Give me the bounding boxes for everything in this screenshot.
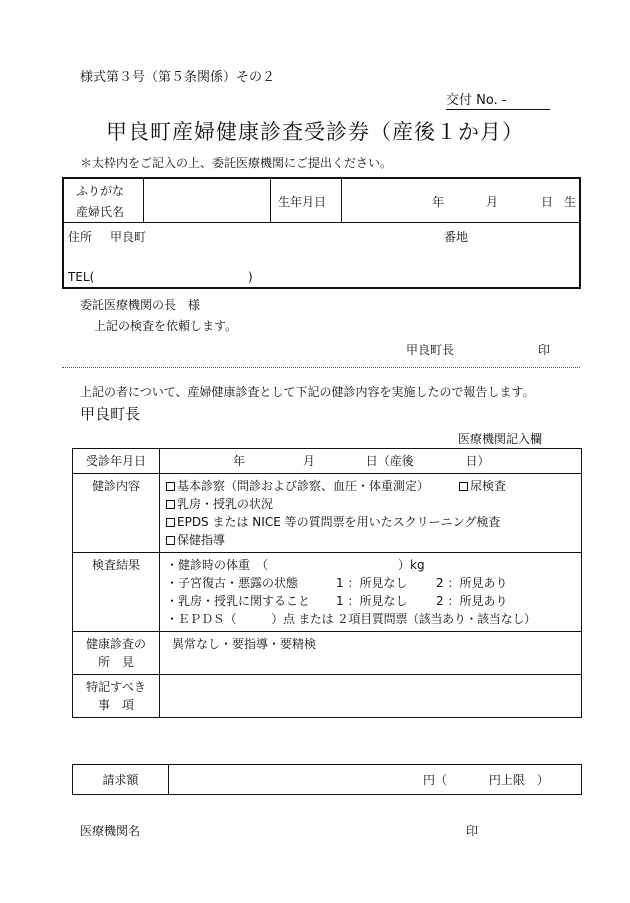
checkbox[interactable]	[166, 500, 175, 509]
dob-label: 生年月日	[278, 195, 327, 209]
table-row	[73, 449, 582, 474]
report-mayor: 甲良町長	[80, 405, 141, 423]
checkbox[interactable]	[166, 482, 175, 491]
table-row	[73, 632, 582, 675]
medical-fill-label: 医療機関記入欄	[458, 432, 543, 446]
divider	[270, 179, 271, 222]
content-cell: 基本診察（問診および診察、血圧・体重測定） 尿検査 乳房・授乳の状況 EPDS または NICE 等の質問票を用いたスクリーニング検査 保健指導	[160, 474, 582, 553]
table-row	[73, 765, 582, 795]
claim-table	[72, 764, 582, 795]
result-cell: ・健診時の体重 （ ）kg ・子宮復古・悪露の状態 1 ：所見なし 2 ：所見あり ・乳房・授乳に関すること 1 ：所見なし 2 ：所見あり ・ＥＰＤＳ（ ）点 または ２項目質問票（該当あり・該当なし）	[160, 553, 582, 632]
checkbox[interactable]	[459, 482, 468, 491]
address-banchi: 番地	[444, 230, 469, 244]
request-mayor: 甲良町長	[406, 343, 455, 357]
form-code: 様式第３号（第５条関係）その２	[80, 70, 276, 85]
dob-year: 年	[432, 195, 445, 209]
institution-seal: 印	[466, 824, 479, 838]
dob-born: 生	[564, 195, 577, 209]
request-seal: 印	[538, 343, 551, 357]
tel-close: )	[248, 270, 253, 284]
tel-label: TEL(	[68, 270, 95, 284]
claim-amount-field[interactable]: 円（ 円上限 ）	[169, 765, 582, 795]
page-title: 甲良町産婦健康診査受診券（産後１か月）	[106, 120, 524, 144]
special-label: 特記すべき 事 項	[73, 675, 160, 718]
special-cell[interactable]	[160, 675, 582, 718]
table-row	[73, 553, 582, 632]
dob-day: 日	[541, 195, 554, 209]
date-label: 受診年月日	[73, 449, 160, 474]
furigana-label: ふりがな	[76, 184, 125, 198]
date-field[interactable]: 年 月 日（産後 日）	[160, 449, 582, 474]
report-text: 上記の者について、産婦健康診査として下記の健診内容を実施したので報告します。	[80, 385, 535, 399]
divider	[341, 179, 342, 222]
institution-label: 医療機関名	[80, 824, 141, 838]
dob-month: 月	[486, 195, 499, 209]
request-addressee: 委託医療機関の長 様	[80, 298, 201, 312]
issue-number: 交付 No. -	[446, 89, 550, 110]
name-field[interactable]	[144, 179, 270, 222]
claim-label: 請求額	[73, 765, 169, 795]
table-row	[73, 474, 582, 553]
tel-field[interactable]	[104, 267, 244, 285]
cut-line	[62, 367, 580, 368]
request-text: 上記の検査を依頼します。	[94, 319, 238, 333]
checkbox[interactable]	[166, 518, 175, 527]
address-field[interactable]	[164, 225, 434, 245]
divider	[64, 222, 579, 223]
applicant-box	[62, 177, 581, 289]
table-row	[73, 675, 582, 718]
address-town: 甲良町	[110, 230, 147, 244]
findings-cell[interactable]: 異常なし・要指導・要精検	[160, 632, 582, 675]
checkbox[interactable]	[166, 536, 175, 545]
content-label: 健診内容	[73, 474, 160, 553]
name-label: 産婦氏名	[76, 205, 125, 219]
results-table	[72, 448, 582, 718]
fill-notice: ＊太枠内をご記入の上、委託医療機関にご提出ください。	[80, 156, 393, 170]
findings-label: 健康診査の 所 見	[73, 632, 160, 675]
result-label: 検査結果	[73, 553, 160, 632]
address-label: 住所	[68, 230, 93, 244]
